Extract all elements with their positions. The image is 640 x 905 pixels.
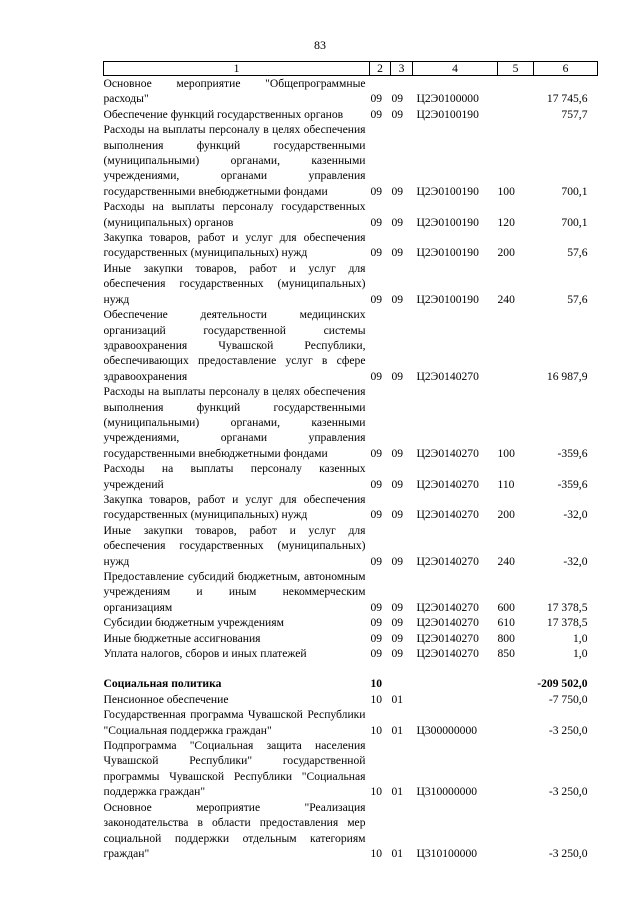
row-section: 09 (370, 215, 383, 229)
table-row (104, 631, 598, 646)
row-expense-type: 120 (497, 215, 515, 229)
row-target-code: Ц2Э0140270 (416, 600, 479, 614)
table-row (104, 307, 598, 384)
row-section: 10 (370, 677, 383, 691)
row-name: Иные закупки товаров, работ и услуг для обеспечения государственных (муниципальных) нужд (103, 261, 366, 306)
row-subsection: 01 (391, 723, 404, 737)
row-subsection: 09 (391, 554, 404, 568)
row-amount: -7 750,0 (548, 692, 588, 706)
row-section: 10 (370, 846, 383, 860)
row-name: Пенсионное обеспечение (103, 692, 229, 706)
table-row (104, 692, 598, 707)
header-col-5: 5 (498, 62, 534, 76)
row-subsection: 09 (391, 215, 404, 229)
row-expense-type: 100 (497, 446, 515, 460)
table-row (104, 800, 598, 862)
row-subsection: 09 (391, 600, 404, 614)
row-section: 09 (370, 246, 383, 260)
row-expense-type: 610 (497, 616, 515, 630)
header-col-1: 1 (104, 62, 370, 76)
row-expense-type: 600 (497, 600, 515, 614)
row-section: 10 (370, 723, 383, 737)
row-subsection: 09 (391, 508, 404, 522)
row-target-code: Ц2Э0140270 (416, 477, 479, 491)
row-expense-type: 240 (497, 292, 515, 306)
row-expense-type (498, 676, 534, 691)
row-name: Подпрограмма "Социальная защита населения Чувашской Республики" государственной программы Чувашской Республики "Социальная поддержка граждан" (103, 739, 366, 799)
row-amount: -32,0 (563, 554, 588, 568)
table-row (104, 261, 598, 307)
row-expense-type: 200 (497, 246, 515, 260)
table-row (104, 384, 598, 461)
row-subsection: 09 (391, 184, 404, 198)
row-target-code (413, 676, 498, 691)
row-section: 09 (370, 184, 383, 198)
row-section: 09 (370, 369, 383, 383)
row-section: 09 (370, 107, 383, 121)
row-target-code: Ц310000000 (416, 785, 478, 799)
row-amount: -3 250,0 (548, 723, 588, 737)
row-subsection: 01 (391, 785, 404, 799)
row-name: Основное мероприятие "Общепрограммные расходы" (103, 77, 366, 106)
row-target-code: Ц2Э0140270 (416, 369, 479, 383)
table-row (104, 492, 598, 523)
table-row (104, 569, 598, 615)
row-section: 09 (370, 647, 383, 661)
row-expense-type (498, 800, 534, 862)
row-target-code: Ц2Э0140270 (416, 446, 479, 460)
row-name: Субсидии бюджетным учреждениям (103, 616, 284, 630)
row-section: 09 (370, 616, 383, 630)
row-section: 09 (370, 292, 383, 306)
row-target-code: Ц2Э0140270 (416, 554, 479, 568)
row-amount: 1,0 (573, 647, 588, 661)
row-name: Уплата налогов, сборов и иных платежей (103, 647, 307, 661)
row-section: 09 (370, 631, 383, 645)
row-name: Социальная политика (103, 677, 222, 691)
row-expense-type: 200 (497, 508, 515, 522)
header-col-3: 3 (391, 62, 413, 76)
header-row (104, 62, 598, 76)
row-name: Основное мероприятие "Реализация законодательства в области предоставления мер социальной поддержки отдельным категориям граждан" (103, 800, 366, 860)
row-target-code: Ц2Э0140270 (416, 616, 479, 630)
budget-table (103, 61, 598, 861)
row-expense-type (498, 107, 534, 122)
row-amount: 17 378,5 (546, 616, 588, 630)
table-row (104, 738, 598, 800)
page-number: 83 (314, 38, 326, 52)
row-amount: -209 502,0 (537, 677, 588, 691)
row-expense-type (498, 692, 534, 707)
row-amount: 700,1 (561, 215, 588, 229)
row-section: 09 (370, 92, 383, 106)
row-amount: -359,6 (557, 446, 588, 460)
row-target-code: Ц2Э0140270 (416, 631, 479, 645)
table-row (104, 76, 598, 107)
row-section: 09 (370, 446, 383, 460)
header-col-2: 2 (370, 62, 391, 76)
table-row (104, 230, 598, 261)
row-expense-type: 240 (497, 554, 515, 568)
row-subsection: 09 (391, 631, 404, 645)
row-target-code (413, 692, 498, 707)
row-target-code: Ц300000000 (416, 723, 478, 737)
row-section: 10 (370, 692, 383, 706)
row-subsection: 09 (391, 292, 404, 306)
row-target-code: Ц2Э0100190 (416, 292, 479, 306)
row-subsection: 09 (391, 616, 404, 630)
row-name: Закупка товаров, работ и услуг для обеспечения государственных (муниципальных) нужд (103, 492, 366, 522)
row-name: Государственная программа Чувашской Республики "Социальная поддержка граждан" (103, 708, 366, 737)
row-name: Предоставление субсидий бюджетным, автономным учреждениям и иным некоммерческим организациям (103, 570, 366, 614)
row-name: Обеспечение деятельности медицинских организаций государственной системы здравоохранения Чувашской Республики, обеспечивающих предоставление услуг в сфере здравоохранения (103, 308, 366, 383)
row-section: 10 (370, 785, 383, 799)
row-expense-type (498, 738, 534, 800)
row-expense-type: 100 (497, 184, 515, 198)
row-amount: -32,0 (563, 508, 588, 522)
row-amount: -359,6 (557, 477, 588, 491)
row-subsection: 09 (391, 477, 404, 491)
table-row (104, 707, 598, 738)
row-amount: 57,6 (567, 246, 588, 260)
row-name: Расходы на выплаты персоналу в целях обеспечения выполнения функций государственными (муниципальными) органами, казенными учреждениями, органами управления государственными внебюджетными фондами (103, 385, 366, 460)
row-amount: 57,6 (567, 292, 588, 306)
row-amount: 16 987,9 (546, 369, 588, 383)
table-row (104, 523, 598, 569)
header-col-6: 6 (534, 62, 598, 76)
row-subsection: 09 (391, 647, 404, 661)
row-amount: -3 250,0 (548, 846, 588, 860)
header-col-4: 4 (413, 62, 498, 76)
row-expense-type: 110 (497, 477, 515, 491)
row-subsection: 01 (391, 846, 404, 860)
row-target-code: Ц310100000 (416, 846, 478, 860)
row-target-code: Ц2Э0140270 (416, 508, 479, 522)
row-name: Расходы на выплаты персоналу государственных (муниципальных) органов (103, 200, 366, 229)
row-name: Закупка товаров, работ и услуг для обеспечения государственных (муниципальных) нужд (103, 231, 366, 260)
row-section: 09 (370, 477, 383, 491)
row-expense-type (498, 307, 534, 384)
row-expense-type (498, 707, 534, 738)
row-section: 09 (370, 508, 383, 522)
row-expense-type: 800 (497, 631, 515, 645)
row-target-code: Ц2Э0100190 (416, 107, 479, 121)
row-section: 09 (370, 600, 383, 614)
row-amount: 17 745,6 (546, 92, 588, 106)
row-subsection: 09 (391, 107, 404, 121)
row-amount: 1,0 (573, 631, 588, 645)
row-target-code: Ц2Э0100190 (416, 184, 479, 198)
row-name: Обеспечение функций государственных органов (103, 107, 344, 121)
row-name: Расходы на выплаты персоналу казенных учреждений (103, 462, 366, 491)
row-target-code: Ц2Э0140270 (416, 647, 479, 661)
row-expense-type: 850 (497, 647, 515, 661)
table-row (104, 615, 598, 630)
row-section: 09 (370, 554, 383, 568)
spacer-cell (104, 661, 598, 676)
row-subsection: 09 (391, 446, 404, 460)
row-subsection: 01 (391, 692, 404, 706)
row-subsection (391, 676, 413, 691)
row-name: Расходы на выплаты персоналу в целях обеспечения выполнения функций государственными (муниципальными) органами, казенными учреждениями, органами управления государственными внебюджетными фондами (103, 123, 366, 198)
row-expense-type (498, 76, 534, 107)
row-subsection: 09 (391, 246, 404, 260)
row-amount: 700,1 (561, 184, 588, 198)
row-amount: -3 250,0 (548, 785, 588, 799)
table-row (104, 107, 598, 122)
row-target-code: Ц2Э0100190 (416, 246, 479, 260)
row-target-code: Ц2Э0100000 (416, 92, 479, 106)
table-row (104, 646, 598, 661)
row-amount: 17 378,5 (546, 600, 588, 614)
row-subsection: 09 (391, 369, 404, 383)
row-name: Иные закупки товаров, работ и услуг для обеспечения государственных (муниципальных) нужд (103, 523, 366, 568)
row-name: Иные бюджетные ассигнования (103, 631, 261, 645)
table-row (104, 122, 598, 199)
spacer-row (104, 661, 598, 676)
row-subsection: 09 (391, 92, 404, 106)
table-row (104, 461, 598, 492)
table-row (104, 676, 598, 691)
table-row (104, 199, 598, 230)
row-target-code: Ц2Э0100190 (416, 215, 479, 229)
row-amount: 757,7 (561, 107, 588, 121)
